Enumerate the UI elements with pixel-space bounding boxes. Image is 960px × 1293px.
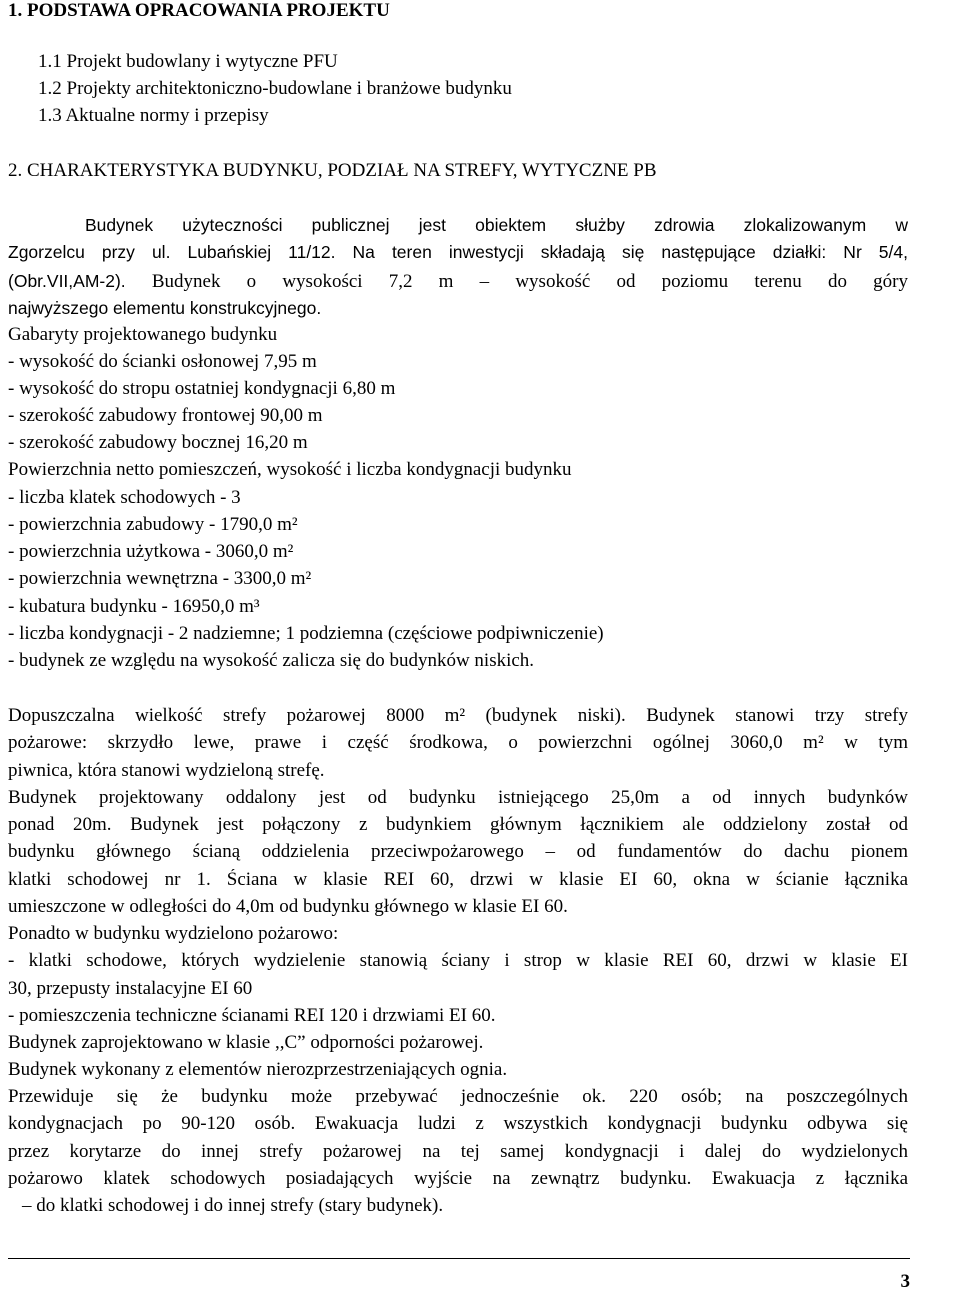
- fire-line: klatki schodowej nr 1. Ściana w klasie REI 60, drzwi w klasie EI 60, okna w ścianie łącznika: [8, 869, 908, 890]
- list-item: - budynek ze względu na wysokość zalicza się do budynków niskich.: [8, 650, 535, 671]
- fire-line: 30, przepusty instalacyjne EI 60: [8, 978, 253, 999]
- list-item: - wysokość do stropu ostatniej kondygnacji 6,80 m: [8, 378, 396, 399]
- list-item: - szerokość zabudowy frontowej 90,00 m: [8, 405, 323, 426]
- intro-plot-ref: (Obr.VII,AM-2).: [8, 271, 126, 291]
- list-item: - kubatura budynku - 16950,0 m³: [8, 596, 260, 617]
- fire-line: budynku głównego ścianą oddzielenia przeciwpożarowego – od fundamentów do dachu pionem: [8, 841, 908, 862]
- intro-line-4: najwyższego elementu konstrukcyjnego.: [8, 298, 322, 318]
- list-item: 1.3 Aktualne normy i przepisy: [38, 105, 269, 126]
- list-item: - powierzchnia wewnętrzna - 3300,0 m²: [8, 568, 312, 589]
- fire-line: Przewiduje się że budynku może przebywać jednocześnie ok. 220 osób; na poszczególnych: [8, 1086, 908, 1107]
- page-number: 3: [900, 1271, 910, 1292]
- dimensions-title: Gabaryty projektowanego budynku: [8, 324, 278, 345]
- list-item: 1.2 Projekty architektoniczno-budowlane i branżowe budynku: [38, 78, 512, 99]
- fire-line: Budynek zaprojektowano w klasie ,,C” odporności pożarowej.: [8, 1032, 484, 1053]
- fire-line: ponad 20m. Budynek jest połączony z budynkiem głównym łącznikiem ale oddzielony został od: [8, 814, 908, 835]
- intro-height-text: Budynek o wysokości 7,2 m – wysokość od poziomu terenu do góry: [125, 271, 908, 292]
- fire-line: pożarowo klatek schodowych posiadających wyjście na zewnątrz budynku. Ewakuacja z łącznika: [8, 1168, 908, 1189]
- fire-line: Dopuszczalna wielkość strefy pożarowej 8000 m² (budynek niski). Budynek stanowi trzy strefy: [8, 705, 908, 726]
- fire-line: – do klatki schodowej i do innej strefy (stary budynek).: [22, 1195, 444, 1216]
- intro-line-3: [8, 270, 908, 292]
- list-item: - liczba kondygnacji - 2 nadziemne; 1 podziemna (częściowe podpiwniczenie): [8, 623, 604, 644]
- footer-divider: [8, 1258, 910, 1259]
- section-1-heading: 1. PODSTAWA OPRACOWANIA PROJEKTU: [8, 0, 390, 21]
- fire-line: piwnica, która stanowi wydzieloną strefę.: [8, 760, 325, 781]
- section-2-heading: 2. CHARAKTERYSTYKA BUDYNKU, PODZIAŁ NA STREFY, WYTYCZNE PB: [8, 160, 657, 181]
- fire-line: kondygnacjach po 90-120 osób. Ewakuacja ludzi z wszystkich kondygnacji budynku odbywa się: [8, 1113, 908, 1134]
- list-item: - wysokość do ścianki osłonowej 7,95 m: [8, 351, 317, 372]
- list-item: 1.1 Projekt budowlany i wytyczne PFU: [38, 51, 338, 72]
- fire-line: - pomieszczenia techniczne ścianami REI 120 i drzwiami EI 60.: [8, 1005, 496, 1026]
- fire-line: pożarowe: skrzydło lewe, prawe i część środkowa, o powierzchni ogólnej 3060,0 m² w tym: [8, 732, 908, 753]
- areas-title: Powierzchnia netto pomieszczeń, wysokość i liczba kondygnacji budynku: [8, 459, 572, 480]
- intro-line-2: Zgorzelcu przy ul. Lubańskiej 11/12. Na teren inwestycji składają się następujące działki: Nr 5/4,: [8, 242, 908, 262]
- list-item: - powierzchnia użytkowa - 3060,0 m²: [8, 541, 294, 562]
- fire-line: Budynek wykonany z elementów nierozprzestrzeniających ognia.: [8, 1059, 508, 1080]
- list-item: - szerokość zabudowy bocznej 16,20 m: [8, 432, 308, 453]
- fire-line: przez korytarze do innej strefy pożarowej na tej samej kondygnacji i dalej do wydzielonych: [8, 1141, 908, 1162]
- fire-line: Budynek projektowany oddalony jest od budynku istniejącego 25,0m a od innych budynków: [8, 787, 908, 808]
- fire-line: umieszczone w odległości do 4,0m od budynku głównego w klasie EI 60.: [8, 896, 568, 917]
- fire-line: Ponadto w budynku wydzielono pożarowo:: [8, 923, 339, 944]
- list-item: - liczba klatek schodowych - 3: [8, 487, 241, 508]
- intro-line-1: Budynek użyteczności publicznej jest obiektem służby zdrowia zlokalizowanym w: [85, 215, 908, 235]
- fire-line: - klatki schodowe, których wydzielenie stanowią ściany i strop w klasie REI 60, drzwi w klasie EI: [8, 950, 908, 971]
- list-item: - powierzchnia zabudowy - 1790,0 m²: [8, 514, 298, 535]
